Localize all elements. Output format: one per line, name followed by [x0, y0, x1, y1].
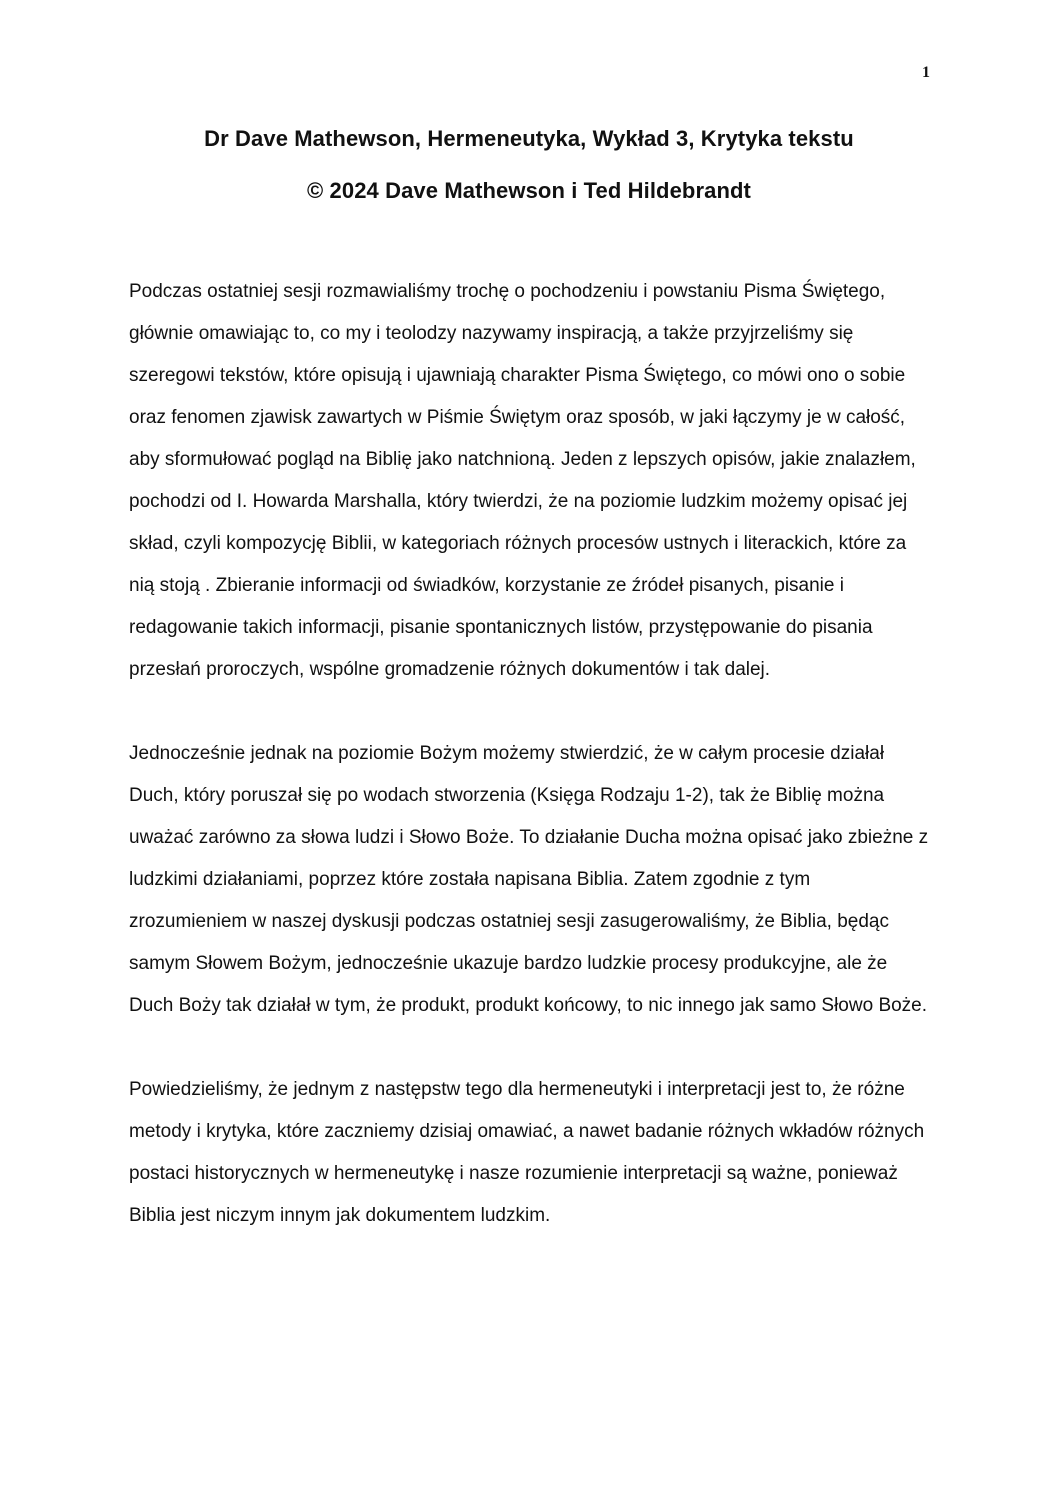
paragraph-2: Jednocześnie jednak na poziomie Bożym możemy stwierdzić, że w całym procesie działał Duch, który poruszał się po wodach stworzenia (Księga Rodzaju 1-2), tak że Biblię można uważać zarówno za słowa ludzi i Słowo Boże. To działanie Ducha można opisać jako zbieżne z ludzkimi działaniami, poprzez które została napisana Biblia. Zatem zgodnie z tym zrozumieniem w naszej dyskusji podczas ostatniej sesji zasugerowaliśmy, że Biblia, będąc samym Słowem Bożym, jednocześnie ukazuje bardzo ludzkie procesy produkcyjne, ale że Duch Boży tak działał w tym, że produkt, produkt końcowy, to nic innego jak samo Słowo Boże.: [129, 743, 929, 1016]
title-line-lecture: Dr Dave Mathewson, Hermeneutyka, Wykład 3, Krytyka tekstu: [204, 126, 854, 151]
document-title: [0, 126, 1058, 204]
document-body: [129, 271, 929, 1237]
page-number: 1: [922, 64, 930, 81]
paragraph-3: Powiedzieliśmy, że jednym z następstw tego dla hermeneutyki i interpretacji jest to, że różne metody i krytyka, które zaczniemy dzisiaj omawiać, a nawet badanie różnych wkładów różnych postaci historycznych w hermeneutykę i nasze rozumienie interpretacji są ważne, ponieważ Biblia jest niczym innym jak dokumentem ludzkim.: [129, 1079, 925, 1226]
paragraph-1: Podczas ostatniej sesji rozmawialiśmy trochę o pochodzeniu i powstaniu Pisma Świętego, głównie omawiając to, co my i teolodzy nazywamy inspiracją, a także przyjrzeliśmy się szeregowi tekstów, które opisują i ujawniają charakter Pisma Świętego, co mówi ono o sobie oraz fenomen zjawisk zawartych w Piśmie Świętym oraz sposób, w jaki łączymy je w całość, aby sformułować pogląd na Biblię jako natchnioną. Jeden z lepszych opisów, jakie znalazłem, pochodzi od I. Howarda Marshalla, który twierdzi, że na poziomie ludzkim możemy opisać jej skład, czyli kompozycję Biblii, w kategoriach różnych procesów ustnych i literackich, które za nią stoją . Zbieranie informacji od świadków, korzystanie ze źródeł pisanych, pisanie i redagowanie takich informacji, pisanie spontanicznych listów, przystępowanie do pisania przesłań proroczych, wspólne gromadzenie różnych dokumentów i tak dalej.: [129, 281, 916, 680]
title-line-copyright: © 2024 Dave Mathewson i Ted Hildebrandt: [307, 178, 751, 203]
